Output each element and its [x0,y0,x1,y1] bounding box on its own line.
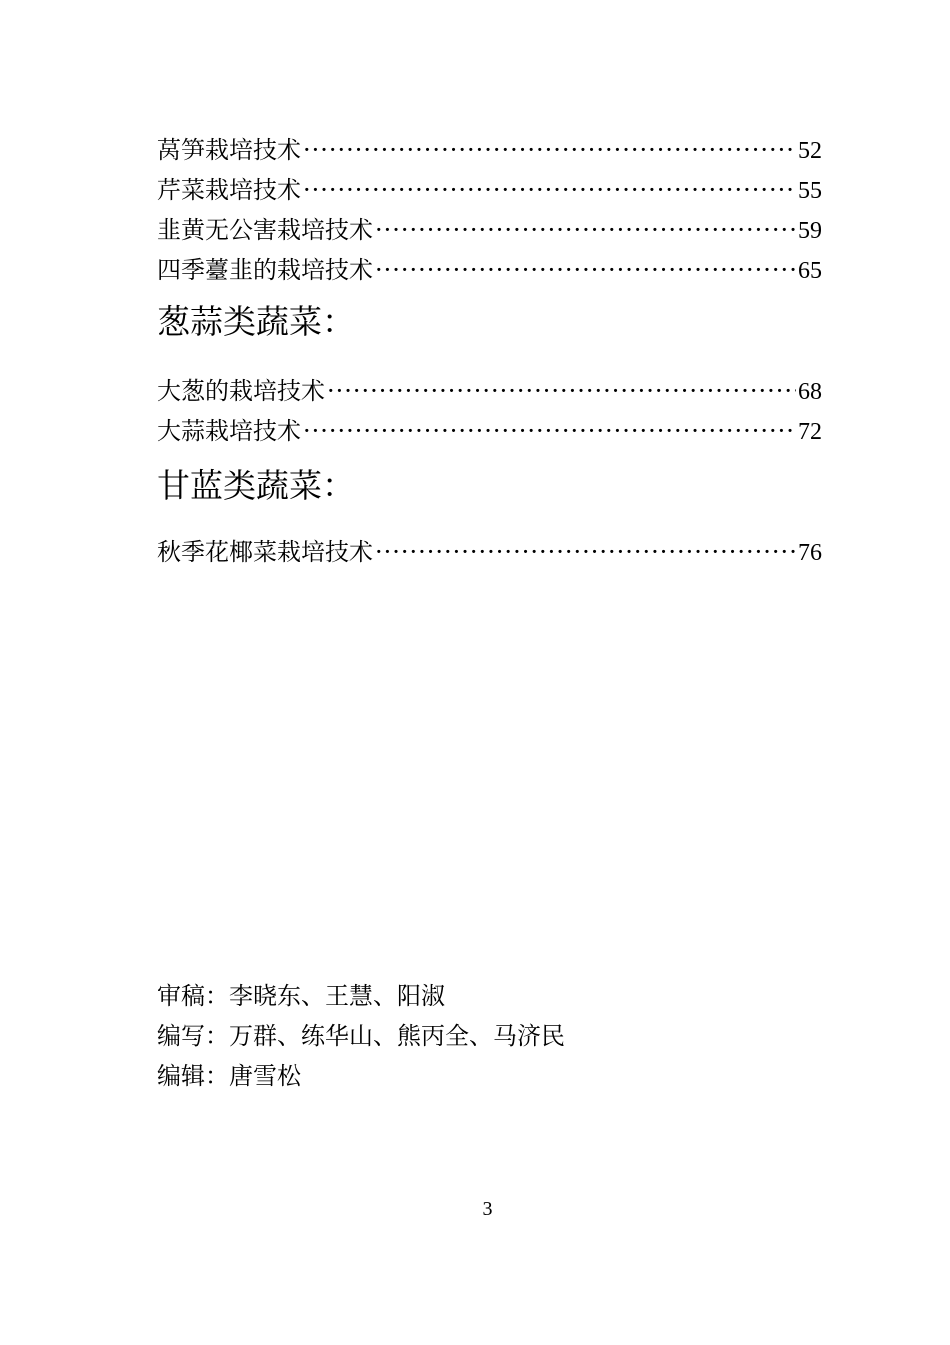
section-heading-onion-garlic: 葱蒜类蔬菜： [157,302,355,341]
toc-dot-leader [303,130,796,170]
page-number: 3 [482,1198,493,1220]
toc-entry-page: 72 [798,419,822,445]
toc-entry [157,411,822,451]
toc-entry-title: 秋季花椰菜栽培技术 [157,538,373,566]
credits-block [157,976,565,1096]
toc-dot-leader [327,371,796,411]
credit-editor: 编辑：唐雪松 [157,1062,301,1090]
toc-dot-leader [303,411,796,451]
credit-writers: 编写：万群、练华山、熊丙全、马济民 [157,1022,565,1050]
toc-entry [157,130,822,170]
toc-entry-title: 芹菜栽培技术 [157,176,301,204]
toc-entry-page: 55 [798,178,822,204]
credit-reviewers: 审稿：李晓东、王慧、阳淑 [157,982,445,1010]
toc-entry-title: 四季薹韭的栽培技术 [157,256,373,284]
toc-entry-title: 韭黄无公害栽培技术 [157,216,373,244]
section-heading-cabbage: 甘蓝类蔬菜： [157,466,355,505]
toc-dot-leader [375,532,796,572]
toc-entry-page: 65 [798,258,822,284]
toc-entry-title: 大蒜栽培技术 [157,417,301,445]
toc-entry [157,532,822,572]
toc-dot-leader [303,170,796,210]
toc-entry-title: 大葱的栽培技术 [157,377,325,405]
toc-entry-page: 76 [798,540,822,566]
toc-entry [157,371,822,411]
toc-entry [157,250,822,290]
toc-entry [157,210,822,250]
toc-entry-page: 59 [798,218,822,244]
toc-dot-leader [375,210,796,250]
toc-group-leafy [157,130,822,290]
toc-entry-page: 68 [798,379,822,405]
toc-entry [157,170,822,210]
toc-group-cabbage [157,532,822,572]
toc-dot-leader [375,250,796,290]
toc-entry-title: 莴笋栽培技术 [157,136,301,164]
toc-group-onion-garlic [157,371,822,451]
toc-entry-page: 52 [798,138,822,164]
